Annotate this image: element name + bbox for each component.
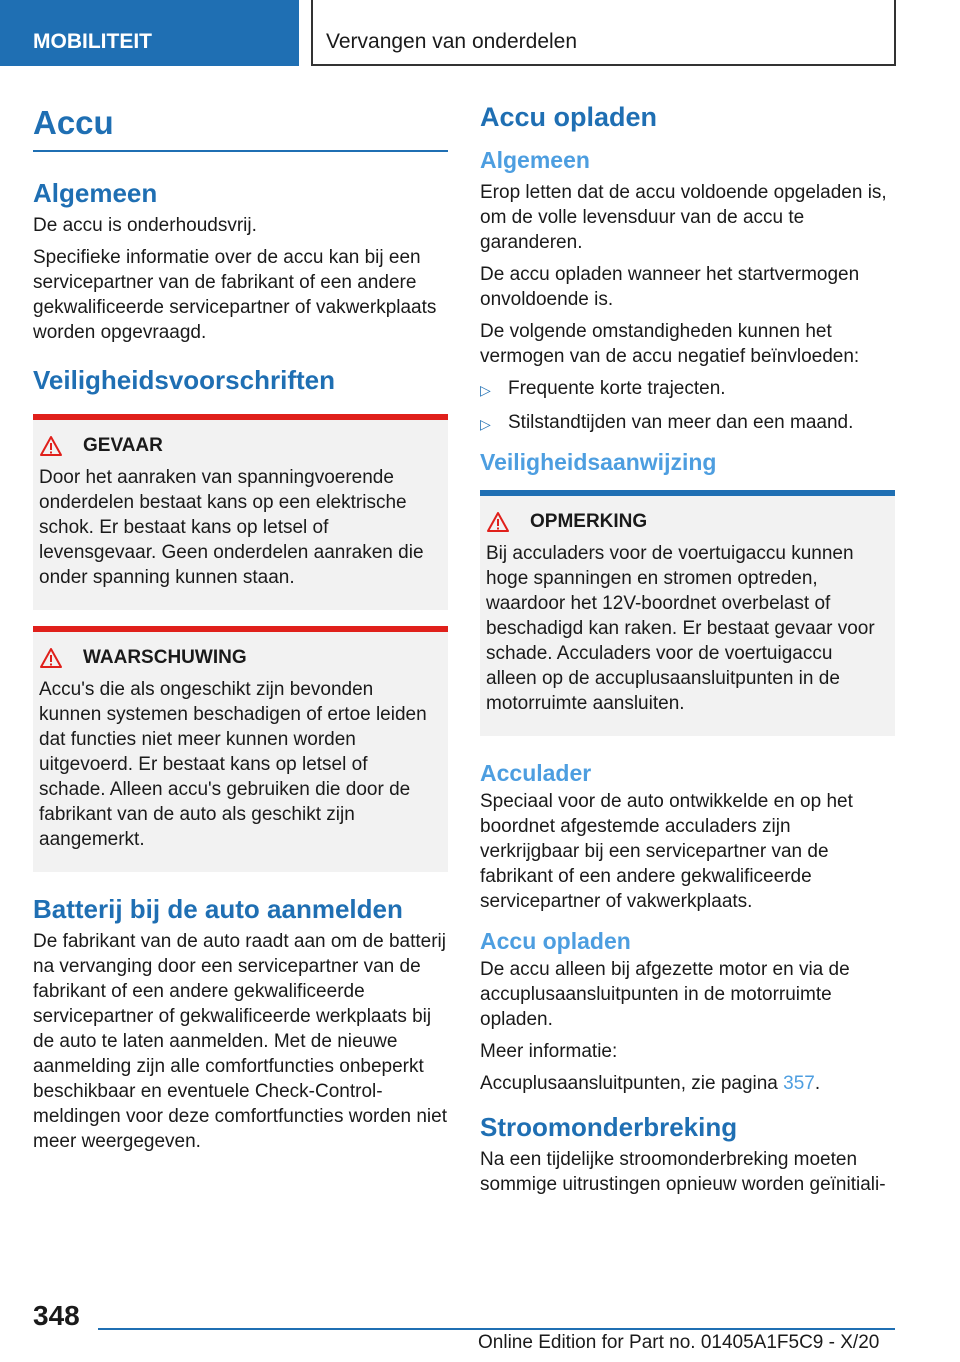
paragraph: Speciaal voor de auto ontwikkelde en op het boordnet afgestemde acculaders zijn verkrijgbaar bij een servicepartner van de fabrikant of een andere gekwalificeerde servicepartner of vakwerkplaats. — [480, 791, 853, 912]
note-title — [486, 511, 885, 533]
bullet-list — [480, 376, 895, 437]
danger-title — [39, 435, 438, 457]
list-item-text: Frequente korte trajecten. — [508, 378, 726, 399]
paragraph: Erop letten dat de accu voldoende opgeladen is, om de volle levensduur van de accu te garanderen. — [480, 182, 887, 253]
chapter-label: Vervangen van onderdelen — [311, 0, 896, 66]
page-reference-link[interactable]: 357 — [783, 1073, 815, 1094]
warning-box — [33, 626, 448, 872]
list-item-text: Stilstandtijden van meer dan een maand. — [508, 412, 854, 433]
heading-stroomonderbreking: Stroomonderbreking — [480, 1112, 738, 1142]
heading-algemeen: Algemeen — [480, 147, 590, 173]
warning-text: Accu's die als ongeschikt zijn bevonden kunnen systemen beschadigen of ertoe leiden dat functies niet meer kunnen worden uitgevoerd. Er bestaat kans op letsel of schade. Alleen accu's gebruiken die door de fabrikant van de auto als geschikt zijn aangemerkt. — [39, 679, 427, 850]
list-item — [480, 376, 895, 403]
cross-reference-text: Accuplusaansluitpunten, zie pagina — [480, 1073, 784, 1094]
heading-algemeen: Algemeen — [33, 178, 158, 208]
paragraph: Na een tijdelijke stroomonderbreking moeten sommige uitrustingen opnieuw worden geïnitiali- — [480, 1149, 886, 1195]
heading-acculader: Acculader — [480, 760, 592, 786]
warning-triangle-icon — [39, 647, 63, 669]
left-column — [33, 96, 448, 1161]
cross-reference-suffix: . — [814, 1073, 821, 1094]
warning-triangle-icon — [39, 435, 63, 457]
right-column — [480, 96, 895, 1204]
note-box — [480, 490, 895, 736]
page-header — [0, 0, 960, 66]
triangle-bullet-icon: ▷ — [480, 416, 491, 432]
page-title: Accu — [33, 96, 448, 152]
paragraph: De volgende omstandigheden kunnen het vermogen van de accu negatief beïnvloeden: — [480, 321, 860, 367]
cross-reference — [480, 1071, 895, 1096]
heading-veiligheidsvoorschriften: Veiligheidsvoorschriften — [33, 365, 335, 395]
footer-divider — [98, 1328, 895, 1330]
edition-text: Online Edition for Part no. 01405A1F5C9 - X/20 — [478, 1332, 880, 1353]
danger-title-text: GEVAAR — [83, 435, 163, 456]
note-title-text: OPMERKING — [530, 511, 648, 532]
section-title-accu-opladen: Accu opladen — [480, 102, 658, 132]
heading-batterij-aanmelden: Batterij bij de auto aanmelden — [33, 894, 403, 924]
heading-accu-opladen: Accu opladen — [480, 928, 631, 954]
warning-title — [39, 647, 438, 669]
paragraph: De accu opladen wanneer het startvermogen onvoldoende is. — [480, 264, 860, 310]
danger-text: Door het aanraken van spanningvoerende onderdelen bestaat kans op een elektrische schok. Er bestaat kans op letsel of levensgevaar. Geen onderdelen aanraken die onder spanning kunnen staan. — [39, 467, 424, 588]
paragraph: Meer informatie: — [480, 1041, 618, 1062]
danger-box — [33, 414, 448, 610]
heading-veiligheidsaanwijzing: Veiligheidsaanwijzing — [480, 449, 717, 475]
warning-triangle-icon — [486, 511, 510, 533]
paragraph: Specifieke informatie over de accu kan bij een servicepartner van de fabrikant of een andere gekwalificeerde servicepartner of vakwerkplaats worden opgevraagd. — [33, 247, 437, 343]
paragraph: De accu is onderhoudsvrij. — [33, 215, 257, 236]
note-text: Bij acculaders voor de voertuigaccu kunnen hoge spanningen en stromen optreden, waardoor het 12V-boordnet overbelast of beschadigd kan raken. Er bestaat gevaar voor schade. Acculaders voor de voertuigaccu alleen op de accuplusaansluitpunten in de motorruimte aansluiten. — [486, 543, 875, 714]
triangle-bullet-icon: ▷ — [480, 382, 491, 398]
page-number: 348 — [33, 1300, 80, 1331]
warning-title-text: WAARSCHUWING — [83, 647, 247, 668]
list-item — [480, 410, 895, 437]
paragraph: De accu alleen bij afgezette motor en via de accuplusaansluitpunten in de motorruimte opladen. — [480, 959, 850, 1030]
paragraph: De fabrikant van de auto raadt aan om de batterij na vervanging door een servicepartner van de fabrikant of een andere gekwalificeerde servicepartner of gekwalificeerde werkplaats bij de auto te laten aanmelden. Met de nieuwe aanmelding zijn alle comfortfuncties onbeperkt beschikbaar en eventuele Check-Control-meldingen voor deze comfortfuncties worden niet meer weergegeven. — [33, 931, 448, 1152]
section-label: MOBILITEIT — [0, 0, 299, 66]
